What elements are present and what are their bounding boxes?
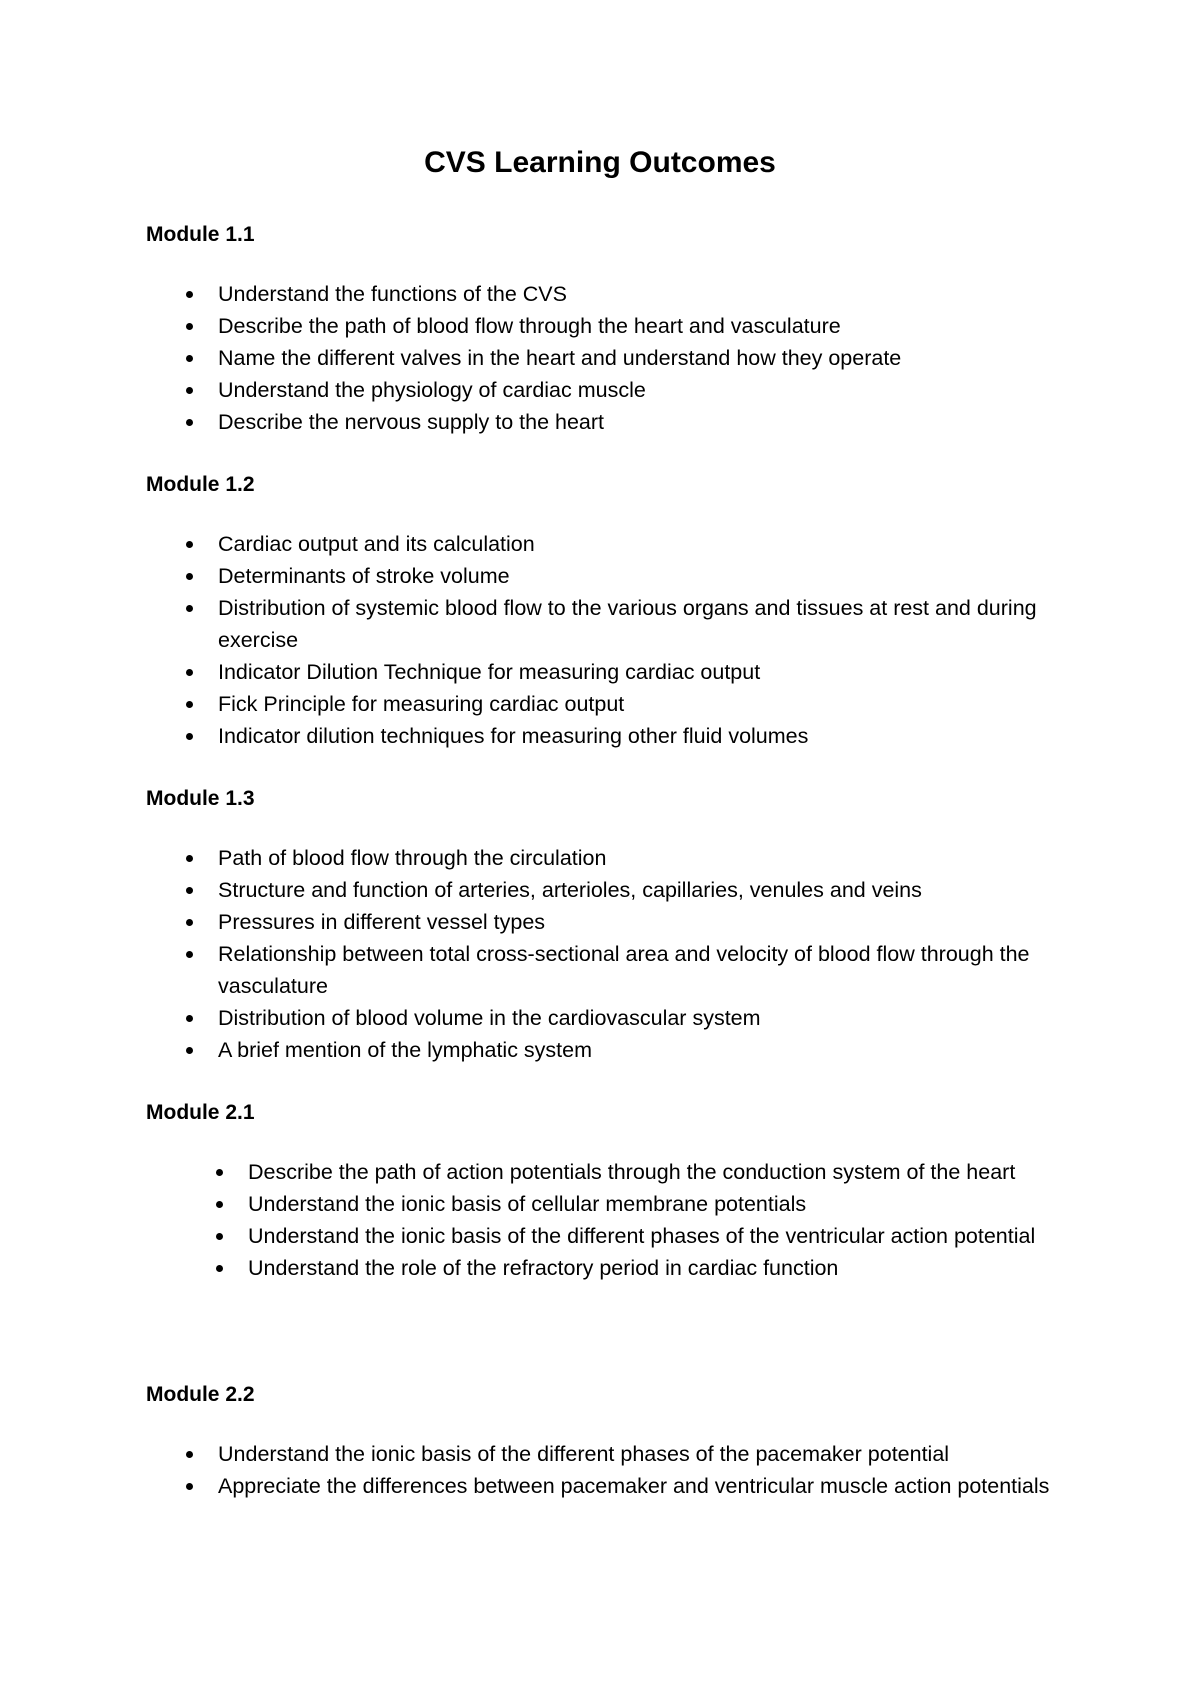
module-heading: Module 1.2: [146, 473, 255, 496]
bullet-icon: [186, 733, 193, 740]
bullet-icon: [186, 887, 193, 894]
list-item: [146, 406, 1086, 438]
bullet-icon: [186, 541, 193, 548]
list-item: [146, 938, 1086, 1002]
list-item: [146, 310, 1086, 342]
bullet-icon: [186, 323, 193, 330]
bullet-icon: [186, 951, 193, 958]
list-item-text: Distribution of blood volume in the cardiovascular system: [218, 1006, 761, 1030]
bullet-icon: [186, 1015, 193, 1022]
bullet-icon: [216, 1201, 223, 1208]
outcome-list: [146, 1438, 1086, 1502]
list-item-text: Describe the path of blood flow through the heart and vasculature: [218, 314, 841, 338]
list-item: [146, 1002, 1086, 1034]
list-item: [146, 720, 1086, 752]
list-item: [146, 874, 1086, 906]
list-item: [146, 656, 1086, 688]
outcome-list: [146, 278, 1086, 438]
outcome-list: [146, 1156, 1086, 1284]
list-item-text: Pressures in different vessel types: [218, 910, 546, 934]
list-item-text: Fick Principle for measuring cardiac output: [218, 692, 625, 716]
list-item-text: Describe the path of action potentials through the conduction system of the heart: [248, 1160, 1016, 1184]
outcome-list: [146, 528, 1086, 752]
list-item-text: Distribution of systemic blood flow to the various organs and tissues at rest and during exercise: [218, 596, 1037, 652]
list-item: [146, 906, 1086, 938]
list-item-text: Understand the functions of the CVS: [218, 282, 567, 306]
module-section: [146, 1382, 1086, 1502]
list-item-text: Structure and function of arteries, arterioles, capillaries, venules and veins: [218, 878, 922, 902]
list-item: [146, 374, 1086, 406]
bullet-icon: [216, 1169, 223, 1176]
list-item: [146, 1156, 1086, 1188]
list-item: [146, 528, 1086, 560]
list-item: [146, 560, 1086, 592]
bullet-icon: [186, 355, 193, 362]
bullet-icon: [186, 419, 193, 426]
module-heading: Module 1.1: [146, 223, 255, 246]
document-title: CVS Learning Outcomes: [424, 146, 776, 179]
list-item-text: Determinants of stroke volume: [218, 564, 510, 588]
bullet-icon: [186, 1451, 193, 1458]
bullet-icon: [186, 669, 193, 676]
module-heading: Module 1.3: [146, 787, 255, 810]
module-section: [146, 222, 1086, 438]
bullet-icon: [216, 1233, 223, 1240]
outcome-list: [146, 842, 1086, 1066]
list-item-text: Describe the nervous supply to the heart: [218, 410, 605, 434]
list-item: [146, 842, 1086, 874]
module-section: [146, 786, 1086, 1066]
bullet-icon: [216, 1265, 223, 1272]
bullet-icon: [186, 701, 193, 708]
list-item-text: Understand the ionic basis of cellular membrane potentials: [248, 1192, 807, 1216]
list-item-text: Appreciate the differences between pacemaker and ventricular muscle action potentials: [218, 1474, 1050, 1498]
list-item-text: Path of blood flow through the circulation: [218, 846, 607, 870]
bullet-icon: [186, 387, 193, 394]
module-section: [146, 472, 1086, 752]
list-item-text: Relationship between total cross-sectional area and velocity of blood flow through the vasculature: [218, 942, 1030, 998]
list-item-text: Indicator Dilution Technique for measuring cardiac output: [218, 660, 761, 684]
list-item: [146, 1034, 1086, 1066]
list-item: [146, 1470, 1086, 1502]
bullet-icon: [186, 919, 193, 926]
bullet-icon: [186, 291, 193, 298]
list-item-text: Understand the ionic basis of the different phases of the ventricular action potential: [248, 1224, 1036, 1248]
list-item: [146, 688, 1086, 720]
list-item-text: A brief mention of the lymphatic system: [218, 1038, 593, 1062]
list-item: [146, 278, 1086, 310]
bullet-icon: [186, 1047, 193, 1054]
bullet-icon: [186, 855, 193, 862]
list-item: [146, 1252, 1086, 1284]
module-section: [146, 1100, 1086, 1284]
list-item: [146, 592, 1086, 656]
list-item: [146, 1220, 1086, 1252]
list-item-text: Understand the ionic basis of the different phases of the pacemaker potential: [218, 1442, 950, 1466]
module-heading: Module 2.1: [146, 1101, 255, 1124]
list-item-text: Understand the role of the refractory period in cardiac function: [248, 1256, 839, 1280]
module-heading: Module 2.2: [146, 1383, 255, 1406]
list-item-text: Cardiac output and its calculation: [218, 532, 535, 556]
bullet-icon: [186, 573, 193, 580]
list-item: [146, 1188, 1086, 1220]
list-item-text: Indicator dilution techniques for measuring other fluid volumes: [218, 724, 809, 748]
list-item: [146, 342, 1086, 374]
bullet-icon: [186, 605, 193, 612]
bullet-icon: [186, 1483, 193, 1490]
list-item: [146, 1438, 1086, 1470]
list-item-text: Name the different valves in the heart and understand how they operate: [218, 346, 902, 370]
list-item-text: Understand the physiology of cardiac muscle: [218, 378, 646, 402]
